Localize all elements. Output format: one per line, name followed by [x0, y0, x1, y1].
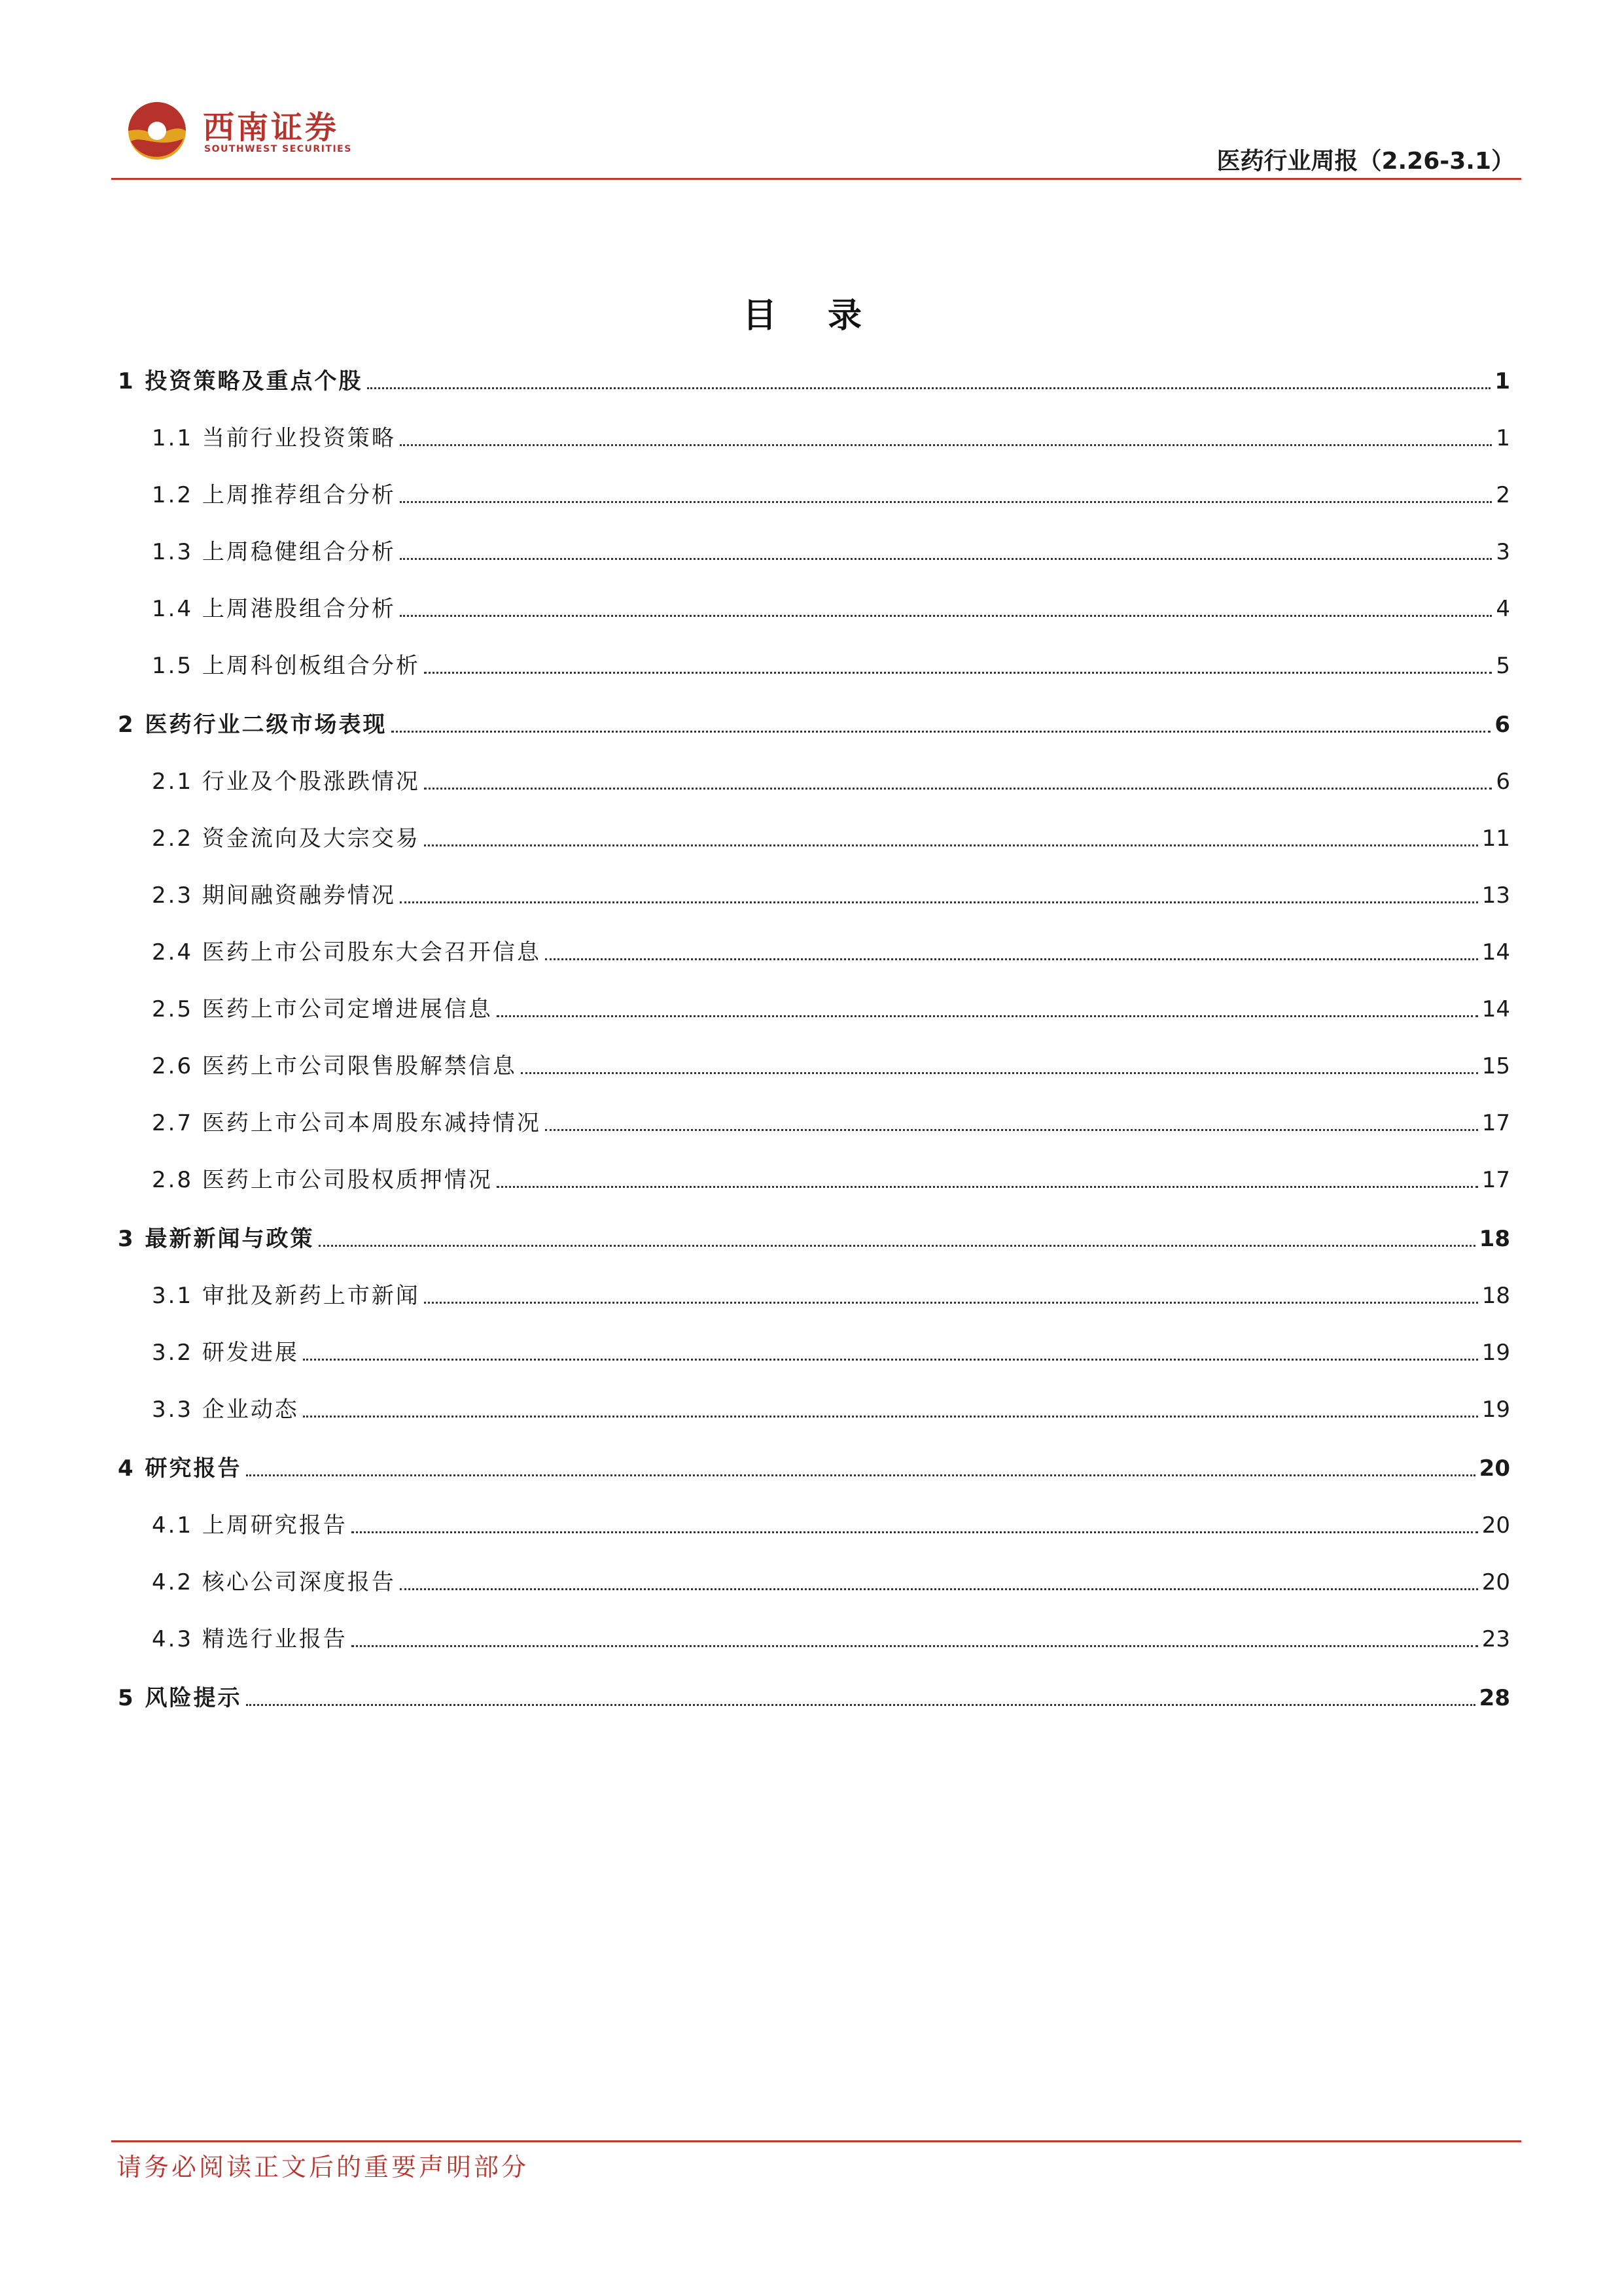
- toc-page-number: 19: [1481, 1397, 1510, 1423]
- toc-entry-label: 2.4 医药上市公司股东大会召开信息: [152, 939, 541, 965]
- toc-subsection-entry[interactable]: [152, 1328, 1510, 1367]
- toc-entry-label: 2.3 期间融资融券情况: [152, 882, 396, 909]
- toc-subsection-entry[interactable]: [152, 757, 1510, 796]
- toc-entry-label: 5 风险提示: [118, 1685, 242, 1711]
- toc-dot-leader: [497, 1015, 1478, 1017]
- toc-entry-label: 3.3 企业动态: [152, 1397, 299, 1423]
- toc-dot-leader: [351, 1531, 1478, 1533]
- footer-divider: [111, 2140, 1521, 2142]
- toc-entry-label: 4 研究报告: [118, 1455, 242, 1482]
- logo-mark-icon: [123, 98, 195, 164]
- toc-subsection-entry[interactable]: [152, 470, 1510, 510]
- toc-section-entry[interactable]: [118, 1214, 1510, 1253]
- toc-entry-label: 4.2 核心公司深度报告: [152, 1569, 396, 1595]
- toc-dot-leader: [497, 1186, 1478, 1188]
- toc-subsection-entry[interactable]: [152, 584, 1510, 623]
- toc-subsection-entry[interactable]: [152, 1041, 1510, 1081]
- toc-subsection-entry[interactable]: [152, 1385, 1510, 1424]
- toc-subsection-entry[interactable]: [152, 1155, 1510, 1194]
- toc-entry-label: 2.1 行业及个股涨跌情况: [152, 769, 420, 795]
- toc-heading: 目 录: [742, 296, 882, 336]
- toc-dot-leader: [521, 1072, 1478, 1074]
- toc-section-entry[interactable]: [118, 700, 1510, 739]
- toc-subsection-entry[interactable]: [152, 1557, 1510, 1597]
- toc-page-number: 28: [1479, 1685, 1510, 1711]
- toc-page-number: 23: [1481, 1626, 1510, 1652]
- toc-entry-label: 1.2 上周推荐组合分析: [152, 482, 396, 508]
- toc-entry-label: 4.3 精选行业报告: [152, 1626, 347, 1652]
- toc-entry-label: 2.2 资金流向及大宗交易: [152, 826, 420, 852]
- brand-name-cn: 西南证券: [203, 109, 340, 146]
- toc-entry-label: 1.1 当前行业投资策略: [152, 425, 396, 451]
- toc-page-number: 6: [1494, 712, 1510, 738]
- toc-page-number: 1: [1494, 368, 1510, 394]
- toc-dot-leader: [391, 731, 1491, 733]
- toc-entry-label: 2.7 医药上市公司本周股东减持情况: [152, 1110, 541, 1136]
- toc-page-number: 14: [1481, 939, 1510, 965]
- toc-page-number: 1: [1496, 425, 1510, 451]
- toc-subsection-entry[interactable]: [152, 984, 1510, 1024]
- toc-dot-leader: [545, 958, 1478, 960]
- toc-dot-leader: [400, 501, 1492, 503]
- toc-page-number: 20: [1481, 1569, 1510, 1595]
- toc-dot-leader: [319, 1245, 1475, 1247]
- toc-subsection-entry[interactable]: [152, 1614, 1510, 1654]
- toc-page-number: 19: [1481, 1340, 1510, 1366]
- toc-entry-label: 1.3 上周稳健组合分析: [152, 539, 396, 565]
- toc-subsection-entry[interactable]: [152, 928, 1510, 967]
- toc-dot-leader: [367, 387, 1491, 389]
- toc-page-number: 3: [1496, 539, 1510, 565]
- toc-entry-label: 2.8 医药上市公司股权质押情况: [152, 1167, 493, 1193]
- toc-page-number: 18: [1481, 1283, 1510, 1309]
- toc-page-number: 11: [1481, 826, 1510, 852]
- toc-dot-leader: [400, 615, 1492, 617]
- toc-page-number: 17: [1481, 1167, 1510, 1193]
- toc-page-number: 6: [1496, 769, 1510, 795]
- page-header: [111, 92, 1521, 183]
- toc-subsection-entry[interactable]: [152, 1501, 1510, 1540]
- toc-page-number: 15: [1481, 1053, 1510, 1079]
- toc-entry-label: 1.5 上周科创板组合分析: [152, 653, 420, 679]
- toc-dot-leader: [424, 788, 1492, 790]
- toc-section-entry[interactable]: [118, 1444, 1510, 1483]
- toc-dot-leader: [303, 1416, 1478, 1418]
- toc-entry-label: 1.4 上周港股组合分析: [152, 596, 396, 622]
- toc-dot-leader: [303, 1359, 1478, 1361]
- toc-entry-label: 2.6 医药上市公司限售股解禁信息: [152, 1053, 517, 1079]
- toc-entry-label: 1 投资策略及重点个股: [118, 368, 363, 394]
- toc-dot-leader: [545, 1129, 1478, 1131]
- toc-subsection-entry[interactable]: [152, 1098, 1510, 1138]
- toc-entry-label: 3 最新新闻与政策: [118, 1226, 315, 1252]
- toc-page-number: 2: [1496, 482, 1510, 508]
- toc-dot-leader: [246, 1704, 1475, 1706]
- toc-subsection-entry[interactable]: [152, 527, 1510, 566]
- toc-subsection-entry[interactable]: [152, 871, 1510, 910]
- toc-dot-leader: [246, 1474, 1475, 1476]
- toc-dot-leader: [400, 558, 1492, 560]
- toc-page-number: 5: [1496, 653, 1510, 679]
- toc-dot-leader: [424, 844, 1478, 846]
- toc-subsection-entry[interactable]: [152, 1271, 1510, 1310]
- company-logo: [123, 98, 437, 164]
- header-divider: [111, 178, 1521, 180]
- toc-entry-label: 3.1 审批及新药上市新闻: [152, 1283, 420, 1309]
- toc-entry-label: 3.2 研发进展: [152, 1340, 299, 1366]
- toc-dot-leader: [400, 1588, 1478, 1590]
- toc-page-number: 20: [1479, 1455, 1510, 1482]
- toc-entry-label: 4.1 上周研究报告: [152, 1512, 347, 1539]
- report-title: 医药行业周报（2.26-3.1）: [1216, 148, 1515, 175]
- toc-page-number: 13: [1481, 882, 1510, 909]
- toc-page-number: 20: [1481, 1512, 1510, 1539]
- toc-entry-label: 2.5 医药上市公司定增进展信息: [152, 996, 493, 1022]
- toc-section-entry[interactable]: [118, 1673, 1510, 1713]
- toc-entry-label: 2 医药行业二级市场表现: [118, 712, 387, 738]
- toc-subsection-entry[interactable]: [152, 413, 1510, 453]
- toc-subsection-entry[interactable]: [152, 814, 1510, 853]
- toc-page-number: 4: [1496, 596, 1510, 622]
- toc-page-number: 17: [1481, 1110, 1510, 1136]
- toc-page-number: 14: [1481, 996, 1510, 1022]
- toc-dot-leader: [400, 444, 1492, 446]
- toc-section-entry[interactable]: [118, 357, 1510, 396]
- footer-disclaimer: 请务必阅读正文后的重要声明部分: [116, 2153, 529, 2182]
- toc-dot-leader: [400, 901, 1478, 903]
- toc-dot-leader: [424, 1302, 1478, 1304]
- toc-page-number: 18: [1479, 1226, 1510, 1252]
- toc-dot-leader: [351, 1645, 1478, 1647]
- toc-dot-leader: [424, 672, 1492, 674]
- brand-name-en: SOUTHWEST SECURITIES: [204, 144, 352, 154]
- toc-subsection-entry[interactable]: [152, 641, 1510, 680]
